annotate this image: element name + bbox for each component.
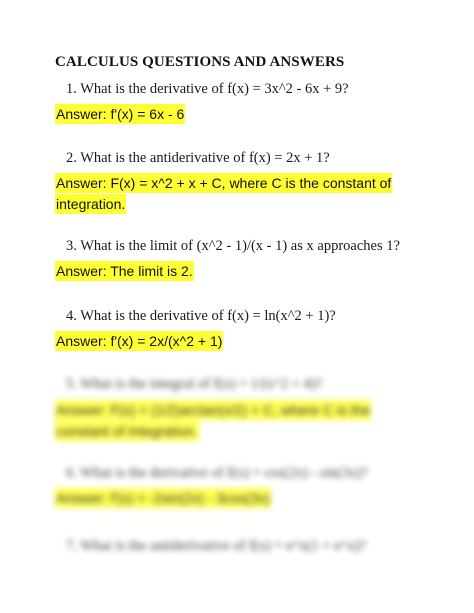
answer-5 bbox=[55, 400, 420, 442]
question-1: 1. What is the derivative of f(x) = 3x^2 - 6x + 9? bbox=[66, 81, 349, 97]
answer-2 bbox=[55, 173, 400, 215]
question-6: 6. What is the derivative of f(x) = cos(2x) - sin(3x)? bbox=[66, 465, 368, 481]
answer-5-text: Answer: F(x) = (1/2)arctan(x/2) + C, where C is the constant of integration. bbox=[56, 402, 371, 439]
answer-4 bbox=[55, 331, 455, 352]
answer-2-text: Answer: F(x) = x^2 + x + C, where C is the constant of integration. bbox=[56, 175, 392, 212]
answer-1 bbox=[55, 104, 455, 125]
question-5: 5. What is the integral of f(x) = 1/(x^2 + 4)? bbox=[66, 376, 323, 392]
answer-4-text: Answer: f'(x) = 2x/(x^2 + 1) bbox=[56, 333, 223, 349]
document-title: CALCULUS QUESTIONS AND ANSWERS bbox=[55, 54, 345, 70]
question-2: 2. What is the antiderivative of f(x) = 2x + 1? bbox=[66, 150, 330, 166]
answer-3 bbox=[55, 261, 455, 282]
question-4: 4. What is the derivative of f(x) = ln(x^2 + 1)? bbox=[66, 308, 336, 324]
answer-6 bbox=[55, 488, 455, 509]
question-3: 3. What is the limit of (x^2 - 1)/(x - 1) as x approaches 1? bbox=[66, 238, 400, 254]
answer-3-text: Answer: The limit is 2. bbox=[56, 263, 193, 279]
answer-6-text: Answer: f'(x) = -2sin(2x) - 3cos(3x) bbox=[56, 490, 270, 506]
question-7: 7. What is the antiderivative of f(x) = e^x(1 + e^x)? bbox=[66, 538, 366, 554]
answer-1-text: Answer: f'(x) = 6x - 6 bbox=[56, 106, 185, 122]
